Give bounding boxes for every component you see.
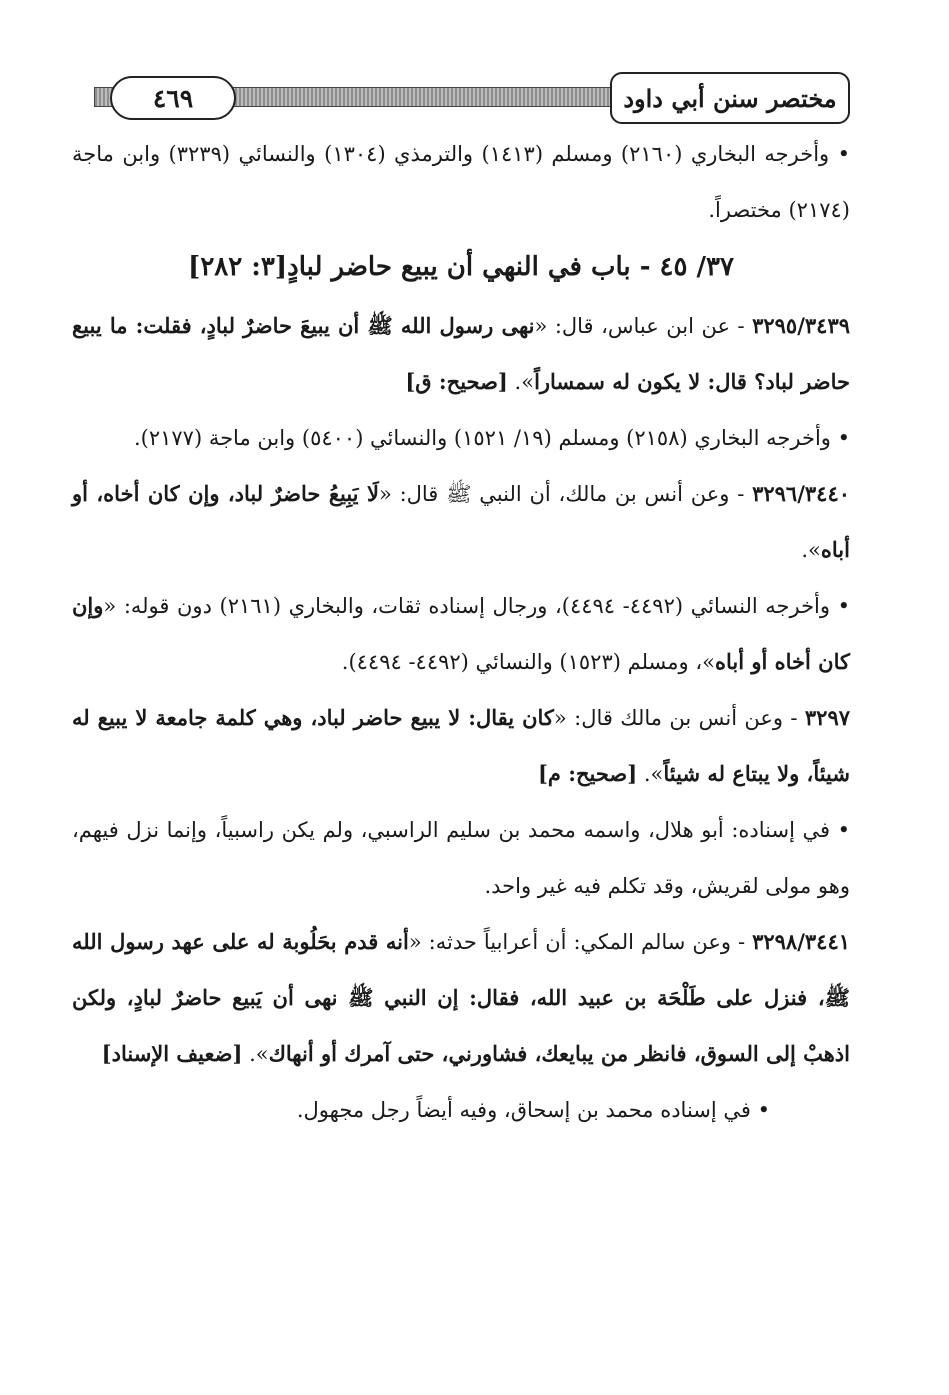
hadith-matn: لَا يَبِيعُ حاضرٌ لباد، وإن كان أخاه، أو أباه [72,481,850,562]
hadith-number: ٣٢٩٥/٣٤٣٩ [752,313,850,338]
footnote-text: »، ومسلم (١٥٢٣) والنسائي (٤٤٩٢- ٤٤٩٤). [341,650,715,674]
hadith-isnad: - وعن أنس بن مالك، أن النبي ﷺ قال: « [378,482,753,506]
hadith-grade: [ضعيف الإسناد] [101,1041,243,1066]
hadith-quote-close: ». [637,762,664,786]
hadith-isnad: - عن ابن عباس، قال: « [534,314,753,338]
book-title: مختصر سنن أبي داود [610,72,850,124]
footnote-isnad-note: • في إسناده: أبو هلال، واسمه محمد بن سليم الراسبي، ولم يكن راسبياً، وإنما نزل فيهم، وهو مولى لقريش، وقد تكلم فيه غير واحد. [72,818,850,898]
page-body [72,126,850,1138]
hadith-3440 [72,466,850,578]
chapter-heading: ٣٧/ ٤٥ - باب في النهي أن يبيع حاضر لبادٍ[٣: ٢٨٢] [188,252,734,282]
hadith-3441 [72,914,850,1082]
footnote-isnad-note: • في إسناده محمد بن إسحاق، وفيه أيضاً رجل مجهول. [296,1098,770,1122]
footnote-quoted-text: وإن كان أخاه أو أباه [72,593,850,674]
hadith-grade: [صحيح: م] [537,761,638,786]
hadith-isnad: - وعن سالم المكي: أن أعرابياً حدثه: « [408,930,753,954]
hadith-quote-close: ». [507,370,535,394]
footnote-text: • وأخرجه النسائي (٤٤٩٢- ٤٤٩٤)، ورجال إسناده ثقات، والبخاري (٢١٦١) دون قوله: « [103,594,850,618]
hadith-3297 [72,690,850,802]
hadith-number: ٣٢٩٧ [804,705,851,730]
footnote-takhrij: • وأخرجه البخاري (٢١٥٨) ومسلم (١٩/ ١٥٢١) والنسائي (٥٤٠٠) وابن ماجة (٢١٧٧). [133,426,850,450]
hadith-matn: نهى رسول الله ﷺ أن يبيعَ حاضرٌ لبادٍ، فقلت: ما يبيع حاضر لباد؟ قال: لا يكون له سمساراً [72,313,850,394]
page-number: ٤٦٩ [110,76,236,120]
hadith-quote-close: ». [242,1042,269,1066]
hadith-grade: [صحيح: ق] [405,369,508,394]
hadith-number: ٣٢٩٦/٣٤٤٠ [752,481,850,506]
hadith-quote-close: ». [801,538,821,562]
footnote-takhrij [72,578,850,690]
hadith-matn: كان يقال: لا يبيع حاضر لباد، وهي كلمة جامعة لا يبيع له شيئاً، ولا يبتاع له شيئاً [72,705,850,786]
hadith-number: ٣٢٩٨/٣٤٤١ [752,929,850,954]
hadith-3439 [72,298,850,410]
hadith-matn: أنه قدم بحَلُوبة له على عهد رسول الله ﷺ، فنزل على طَلْحَة بن عبيد الله، فقال: إن النبي ﷺ نهى أن يَبيع حاضرٌ لبادٍ، ولكن اذهبْ إلى السوق، فانظر من يبايعك، فشاورني، حتى آمرك أو أنهاك [72,929,850,1066]
footnote-takhrij: • وأخرجه البخاري (٢١٦٠) ومسلم (١٤١٣) والترمذي (١٣٠٤) والنسائي (٣٢٣٩) وابن ماجة (٢١٧٤) مختصراً. [72,142,850,222]
hadith-isnad: - وعن أنس بن مالك قال: « [553,706,805,730]
page-header [64,70,850,126]
